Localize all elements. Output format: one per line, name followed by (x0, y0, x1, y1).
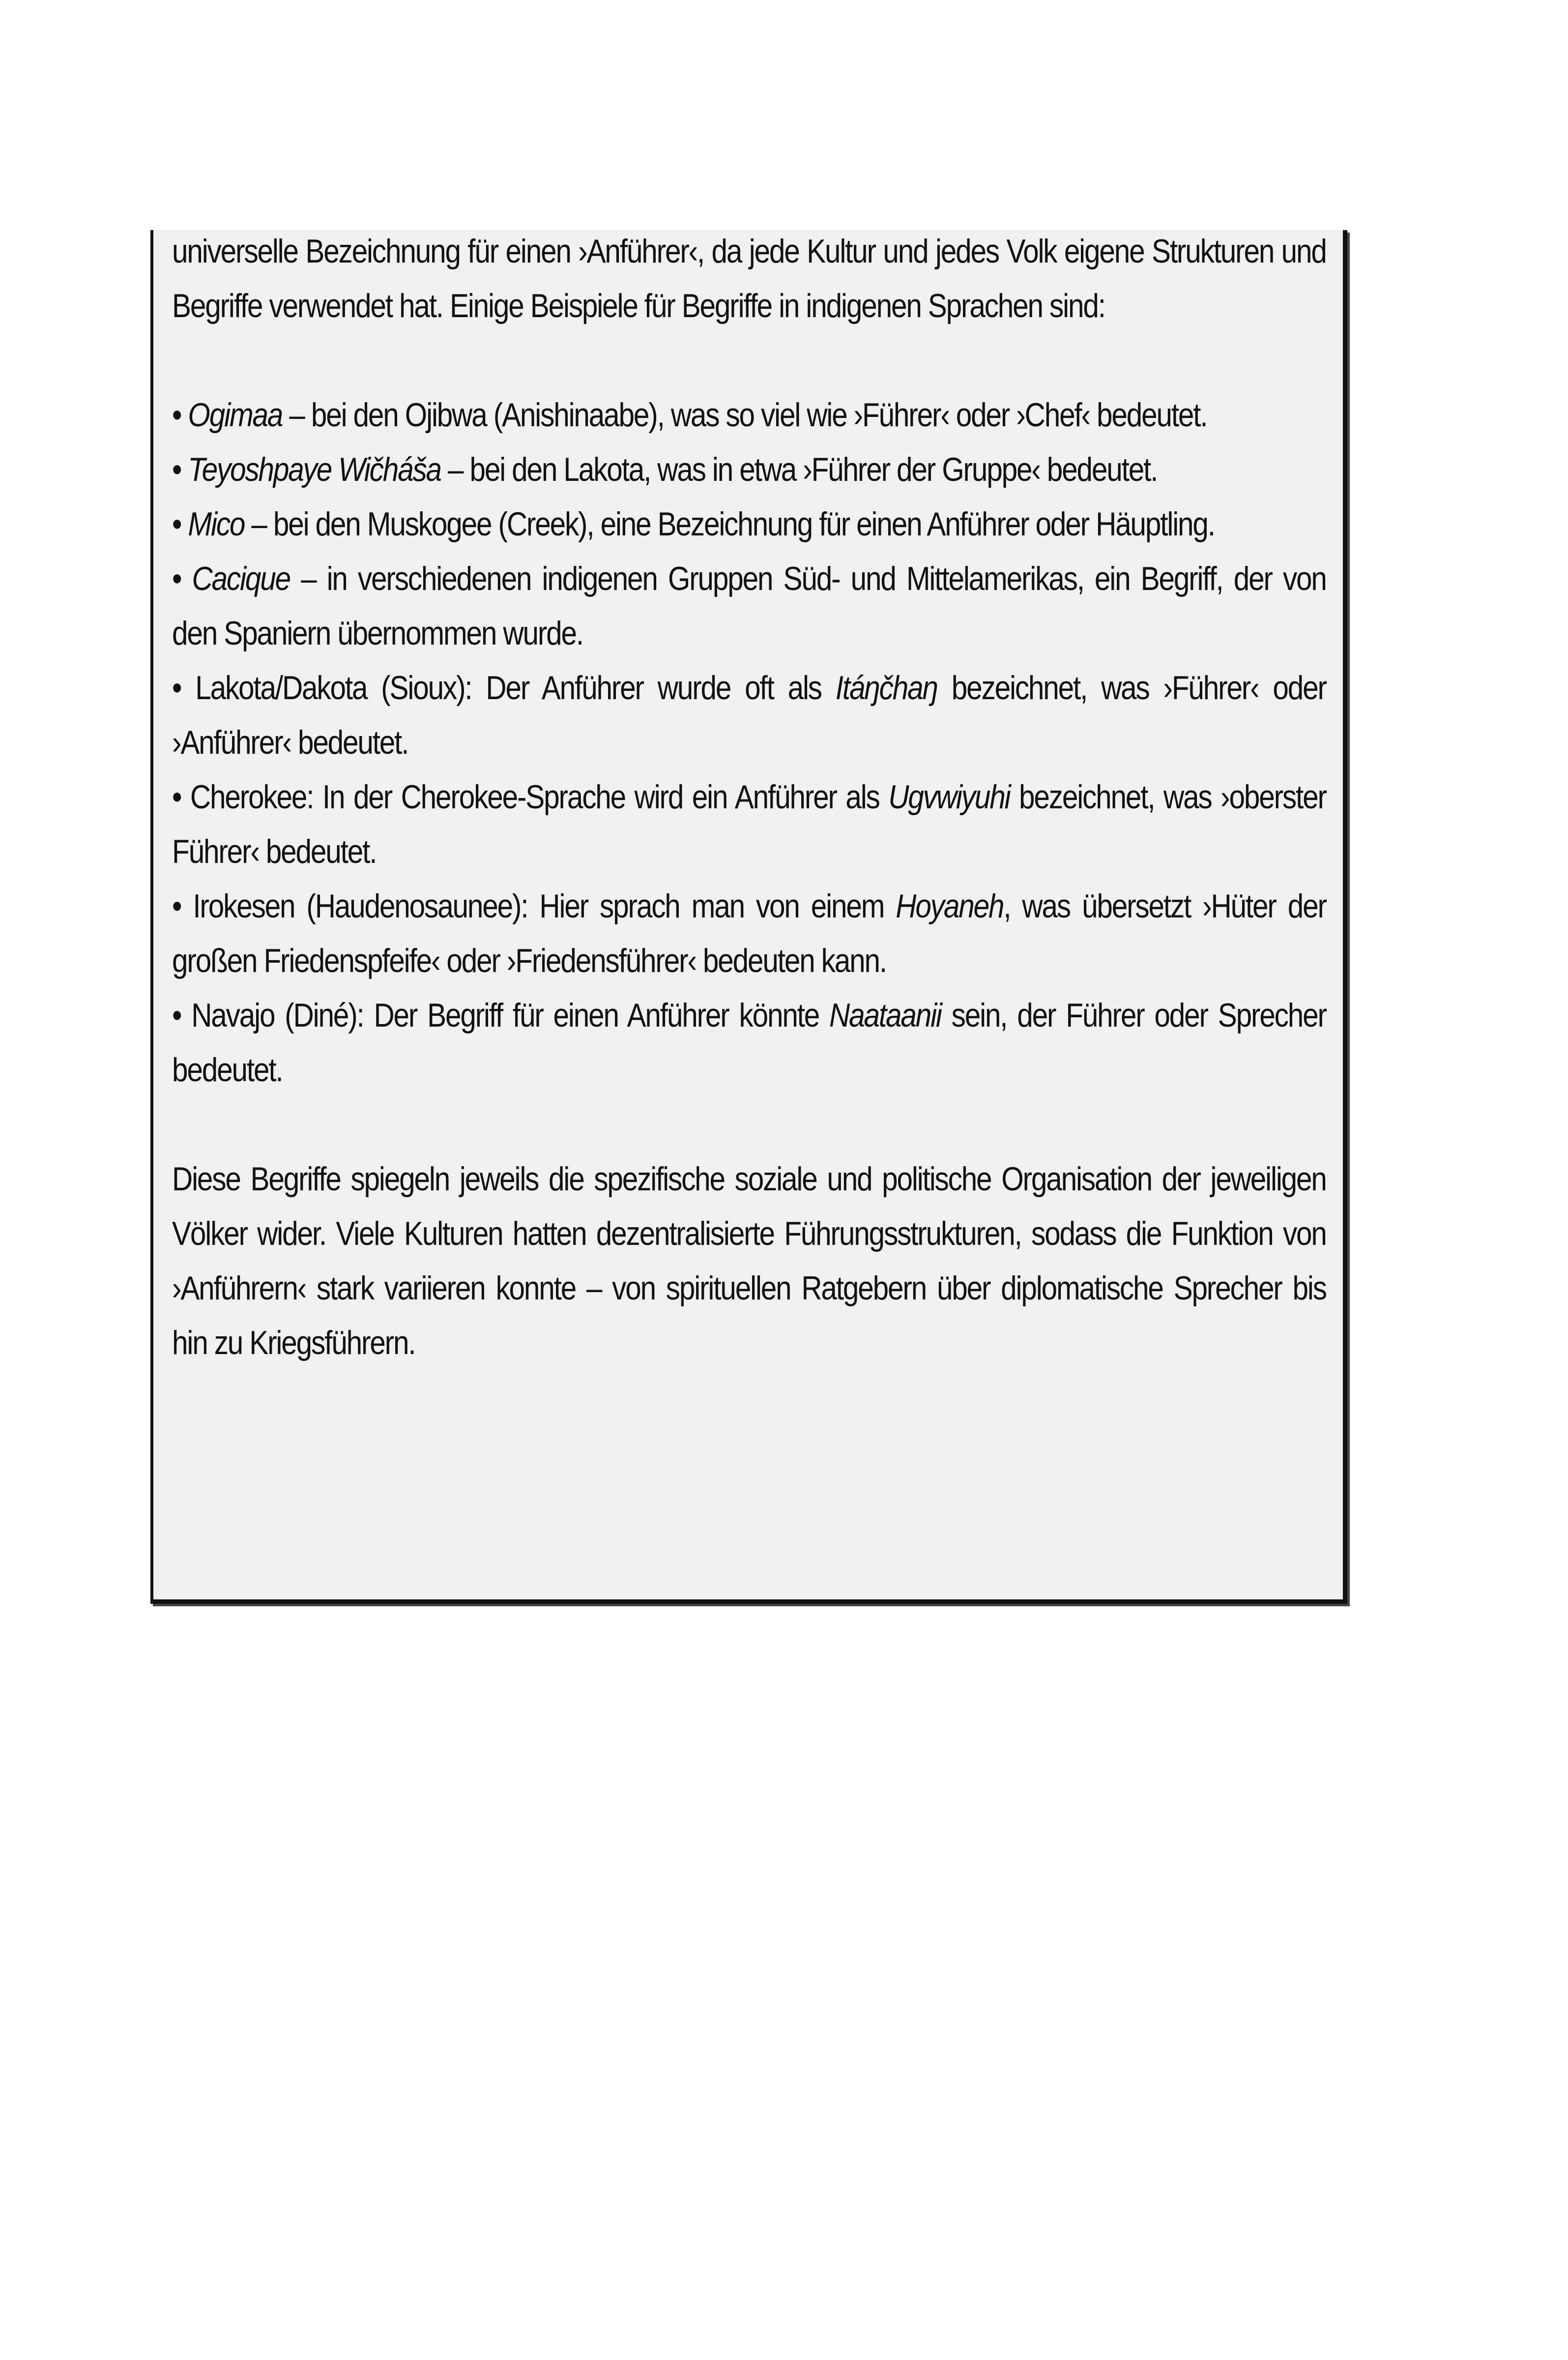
bullet: • (172, 778, 190, 816)
indigenous-term: Cacique (192, 560, 290, 597)
indigenous-term: Hoyaneh (896, 887, 1004, 925)
indigenous-term: Mico (188, 505, 245, 543)
bullet: • (172, 669, 196, 707)
example-item (172, 388, 1326, 442)
example-item (172, 770, 1326, 879)
example-text: Irokesen (Haudenosaunee): Hier sprach man von einem (193, 887, 896, 925)
paragraph-gap (172, 1097, 1326, 1152)
indigenous-term: Ugvwiyuhi (888, 778, 1010, 816)
example-text: Lakota/Dakota (Sioux): Der Anführer wurde oft als (195, 669, 836, 707)
example-text: sein, der Führer oder Sprecher bedeutet. (172, 997, 1326, 1089)
example-text: – bei den Ojibwa (Anishinaabe), was so viel wie ›Führer‹ oder ›Chef‹ bedeutet. (282, 396, 1207, 434)
example-text: Navajo (Diné): Der Begriff für einen Anführer könnte (191, 997, 830, 1034)
example-text: bezeichnet, was ›oberster Führer‹ bedeutet. (172, 778, 1326, 870)
example-item (172, 879, 1326, 988)
example-item (172, 497, 1326, 552)
example-text: Cherokee: In der Cherokee-Sprache wird ein Anführer als (190, 778, 889, 816)
paragraph-gap (172, 333, 1326, 388)
example-text: – bei den Lakota, was in etwa ›Führer der Gruppe‹ bedeutet. (440, 451, 1158, 488)
example-text: – in verschiedenen indigenen Gruppen Süd- und Mittelamerikas, ein Begriff, der von den Spaniern übernommen wurde. (172, 560, 1326, 652)
bullet: • (172, 451, 188, 488)
bullet: • (172, 396, 188, 434)
bullet: • (172, 560, 192, 597)
example-item (172, 442, 1326, 497)
example-text: bezeichnet, was ›Führer‹ oder ›Anführer‹ bedeutet. (172, 669, 1326, 761)
example-text: – bei den Muskogee (Creek), eine Bezeichnung für einen Anführer oder Häuptling. (244, 505, 1215, 543)
bullet: • (172, 997, 192, 1034)
example-text: , was übersetzt ›Hüter der großen Friedenspfeife‹ oder ›Friedensführer‹ bedeuten kann. (172, 887, 1326, 979)
indigenous-term: Naataanii (829, 997, 941, 1034)
example-item (172, 661, 1326, 770)
indigenous-term: Itáŋčhaŋ (835, 669, 937, 707)
indigenous-term: Teyoshpaye Wičháša (188, 451, 441, 488)
example-item (172, 552, 1326, 661)
example-item (172, 988, 1326, 1097)
bullet: • (172, 887, 193, 925)
bullet: • (172, 505, 188, 543)
conclusion-paragraph: Diese Begriffe spiegeln jeweils die spezifische soziale und politische Organisation der jeweiligen Völker wider. Viele Kulturen hatten dezentralisierte Führungsstrukturen, sodass die Funktion von ›Anführern‹ stark variieren konnte – von spirituellen Ratgebern über diplomatische Sprecher bis hin zu Kriegsführern. (172, 1160, 1326, 1361)
box-content (172, 224, 1326, 1370)
indigenous-term: Ogimaa (188, 396, 283, 434)
intro-paragraph: universelle Bezeichnung für einen ›Anführer‹, da jede Kultur und jedes Volk eigene Strukturen und Begriffe verwendet hat. Einige Beispiele für Begriffe in indigenen Sprachen sind: (172, 233, 1326, 324)
